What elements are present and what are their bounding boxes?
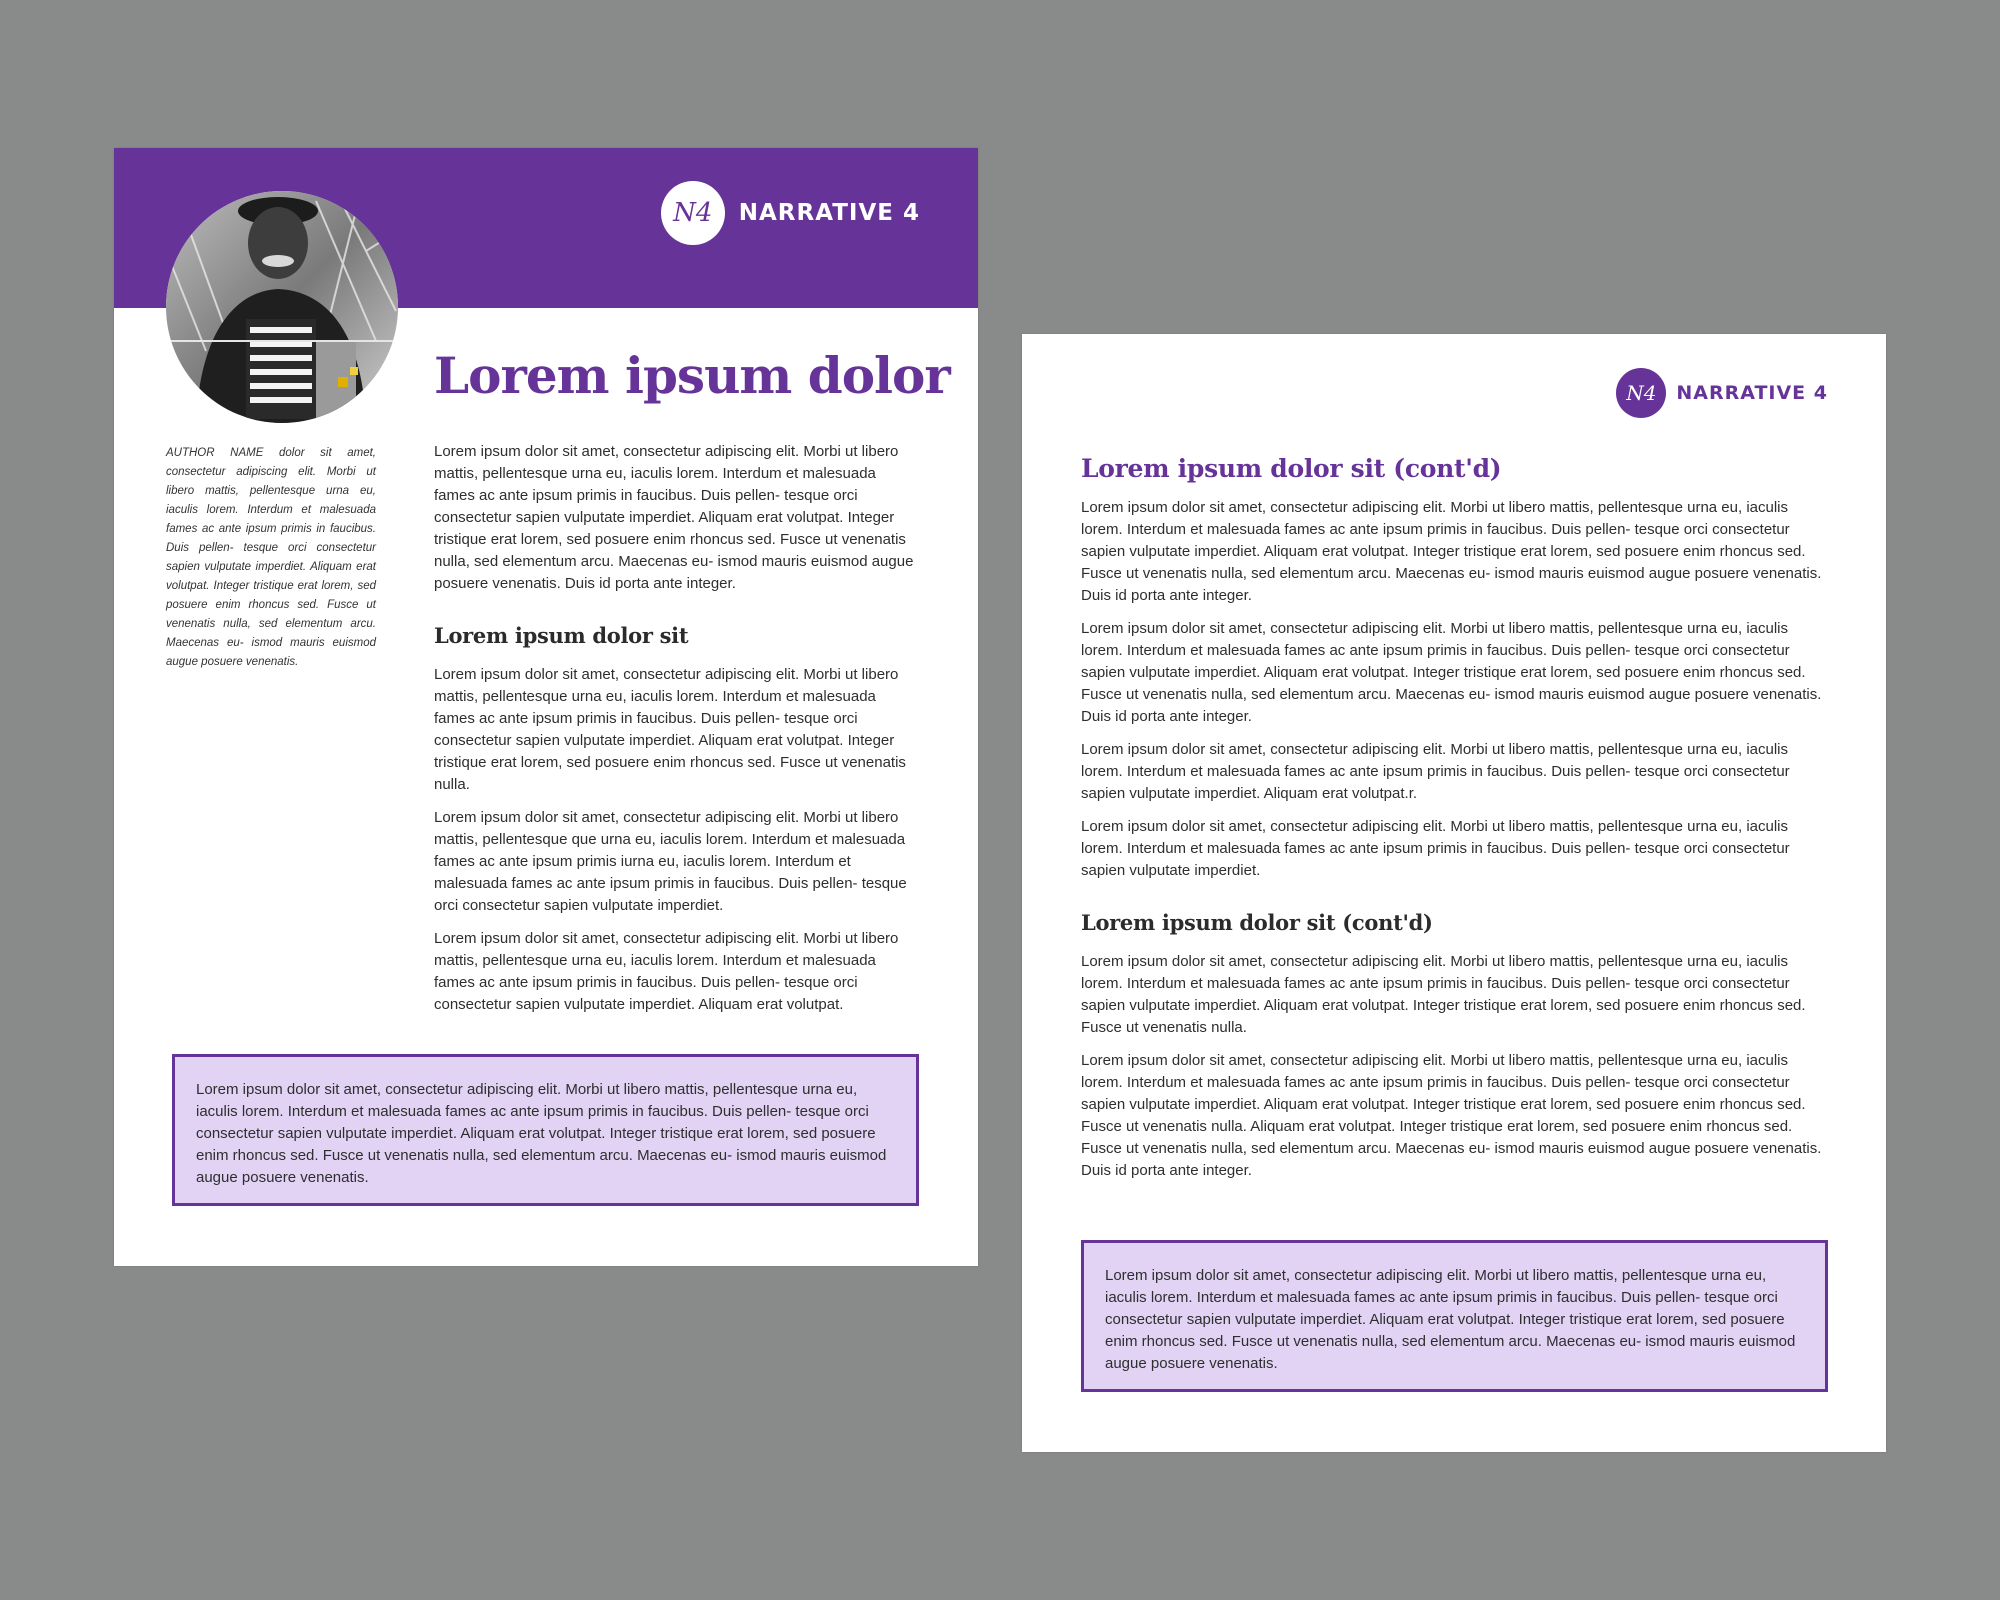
body-paragraph: Lorem ipsum dolor sit amet, consectetur adipiscing elit. Morbi ut libero mattis, pellentesque urna eu, iaculis lorem. Interdum et malesuada fames ac ante ipsum primis in faucibus. Duis pellen- tesque orci consectetur sapien vulputate imperdiet. Aliquam erat volutpat. Integer tristique erat lorem, sed posuere enim rhoncus sed. Fusce ut venenatis nulla. — [1081, 953, 1806, 1036]
section-heading: Lorem ipsum dolor sit — [434, 623, 689, 648]
n4-logo-mark-icon: N4 — [1616, 368, 1666, 418]
continued-heading: Lorem ipsum dolor sit (cont'd) — [1081, 454, 1502, 483]
body-paragraph: Lorem ipsum dolor sit amet, consectetur adipiscing elit. Morbi ut libero mattis, pellentesque urna eu, iaculis lorem. Interdum et malesuada fames ac ante ipsum primis in faucibus. Duis pellen- tesque orci consectetur sapien vulputate imperdiet. Aliquam erat volutpat. — [434, 930, 899, 1013]
n4-logo-mark-icon: N4 — [661, 181, 725, 245]
intro-paragraph: Lorem ipsum dolor sit amet, consectetur adipiscing elit. Morbi ut libero mattis, pellentesque urna eu, iaculis lorem. Interdum et malesuada fames ac ante ipsum primis in faucibus. Duis pellen- tesque orci consectetur sapien vulputate imperdiet. Aliquam erat volutpat. Integer tristique erat lorem, sed posuere enim rhoncus sed. Fusce ut venenatis nulla, sed elementum arcu. Maecenas eu- ismod mauris euismod augue posuere venenatis. Duis id porta ante integer. — [434, 443, 914, 592]
author-photo — [166, 191, 398, 423]
page-title: Lorem ipsum dolor — [434, 346, 950, 405]
document-page-1 — [114, 148, 978, 1266]
main-column — [434, 441, 920, 1027]
narrative4-logo — [661, 181, 920, 245]
logo-text: NARRATIVE 4 — [738, 200, 920, 226]
document-page-2 — [1022, 334, 1886, 1452]
photo-caption: AUTHOR NAME dolor sit amet, consectetur adipiscing elit. Morbi ut libero mattis, pellentesque urna eu, iaculis lorem. Interdum et malesuada fames ac ante ipsum primis in faucibus. Duis pellen- tesque orci consectetur sapien vulputate imperdiet. Aliquam erat volutpat. Integer tristique erat lorem, sed posuere enim rhoncus sed. Fusce ut venenatis nulla, sed elementum arcu. Maecenas eu- ismod mauris euismod augue posuere venenatis. — [166, 447, 376, 668]
body-paragraph: Lorem ipsum dolor sit amet, consectetur adipiscing elit. Morbi ut libero mattis, pellentesque urna eu, iaculis lorem. Interdum et malesuada fames ac ante ipsum primis in faucibus. Duis pellen- tesque orci consectetur sapien vulputate imperdiet. Aliquam erat volutpat.r. — [1081, 741, 1790, 802]
accordion-player-photo-icon — [166, 191, 398, 423]
body-paragraph: Lorem ipsum dolor sit amet, consectetur adipiscing elit. Morbi ut libero mattis, pellentesque urna eu, iaculis lorem. Interdum et malesuada fames ac ante ipsum primis in faucibus. Duis pellen- tesque orci consectetur sapien vulputate imperdiet. Aliquam erat volutpat. Integer tristique erat lorem, sed posuere enim rhoncus sed. Fusce ut venenatis nulla, sed elementum arcu. Maecenas eu- ismod mauris euismod augue posuere venenatis. Duis id porta ante integer. — [1081, 499, 1822, 604]
callout-box: Lorem ipsum dolor sit amet, consectetur adipiscing elit. Morbi ut libero mattis, pellentesque urna eu, iaculis lorem. Interdum et malesuada fames ac ante ipsum primis in faucibus. Duis pellen- tesque orci consectetur sapien vulputate imperdiet. Aliquam erat volutpat. Integer tristique erat lorem, sed posuere enim rhoncus sed. Fusce ut venenatis nulla, sed elementum arcu. Maecenas eu- ismod mauris euismod augue posuere venenatis. — [172, 1054, 919, 1206]
body-paragraph: Lorem ipsum dolor sit amet, consectetur adipiscing elit. Morbi ut libero mattis, pellentesque urna eu, iaculis lorem. Interdum et malesuada fames ac ante ipsum primis in faucibus. Duis pellen- tesque orci consectetur sapien vulputate imperdiet. — [1081, 818, 1790, 879]
body-paragraph: Lorem ipsum dolor sit amet, consectetur adipiscing elit. Morbi ut libero mattis, pellentesque urna eu, iaculis lorem. Interdum et malesuada fames ac ante ipsum primis in faucibus. Duis pellen- tesque orci consectetur sapien vulputate imperdiet. Aliquam erat volutpat. Integer tristique erat lorem, sed posuere enim rhoncus sed. Fusce ut venenatis nulla, sed elementum arcu. Maecenas eu- ismod mauris euismod augue posuere venenatis. Duis id porta ante integer. — [1081, 620, 1822, 725]
body-paragraph: Lorem ipsum dolor sit amet, consectetur adipiscing elit. Morbi ut libero mattis, pellentesque urna eu, iaculis lorem. Interdum et malesuada fames ac ante ipsum primis in faucibus. Duis pellen- tesque orci consectetur sapien vulputate imperdiet. Aliquam erat volutpat. Integer tristique erat lorem, sed posuere enim rhoncus sed. Fusce ut venenatis nulla. Aliquam erat volutpat. Integer tristique erat lorem, sed posuere enim rhoncus sed. Fusce ut venenatis nulla, sed elementum arcu. Maecenas eu- ismod mauris euismod augue posuere venenatis. Duis id porta ante integer. — [1081, 1052, 1822, 1179]
section-heading: Lorem ipsum dolor sit (cont'd) — [1081, 910, 1433, 935]
callout-box: Lorem ipsum dolor sit amet, consectetur adipiscing elit. Morbi ut libero mattis, pellentesque urna eu, iaculis lorem. Interdum et malesuada fames ac ante ipsum primis in faucibus. Duis pellen- tesque orci consectetur sapien vulputate imperdiet. Aliquam erat volutpat. Integer tristique erat lorem, sed posuere enim rhoncus sed. Fusce ut venenatis nulla, sed elementum arcu. Maecenas eu- ismod mauris euismod augue posuere venenatis. — [1081, 1240, 1828, 1392]
body-paragraph: Lorem ipsum dolor sit amet, consectetur adipiscing elit. Morbi ut libero mattis, pellentesque urna eu, iaculis lorem. Interdum et malesuada fames ac ante ipsum primis in faucibus. Duis pellen- tesque orci consectetur sapien vulputate imperdiet. Aliquam erat volutpat. Integer tristique erat lorem, sed posuere enim rhoncus sed. Fusce ut venenatis nulla. — [434, 666, 906, 793]
narrative4-logo — [1616, 368, 1828, 418]
logo-text: NARRATIVE 4 — [1676, 382, 1828, 404]
continued-column — [1081, 454, 1833, 1193]
body-paragraph: Lorem ipsum dolor sit amet, consectetur adipiscing elit. Morbi ut libero mattis, pellentesque que urna eu, iaculis lorem. Interdum et malesuada fames ac ante ipsum primis iurna eu, iaculis lorem. Interdum et malesuada fames ac ante ipsum primis in faucibus. Duis pellen- tesque orci consectetur sapien vulputate imperdiet. — [434, 809, 907, 914]
